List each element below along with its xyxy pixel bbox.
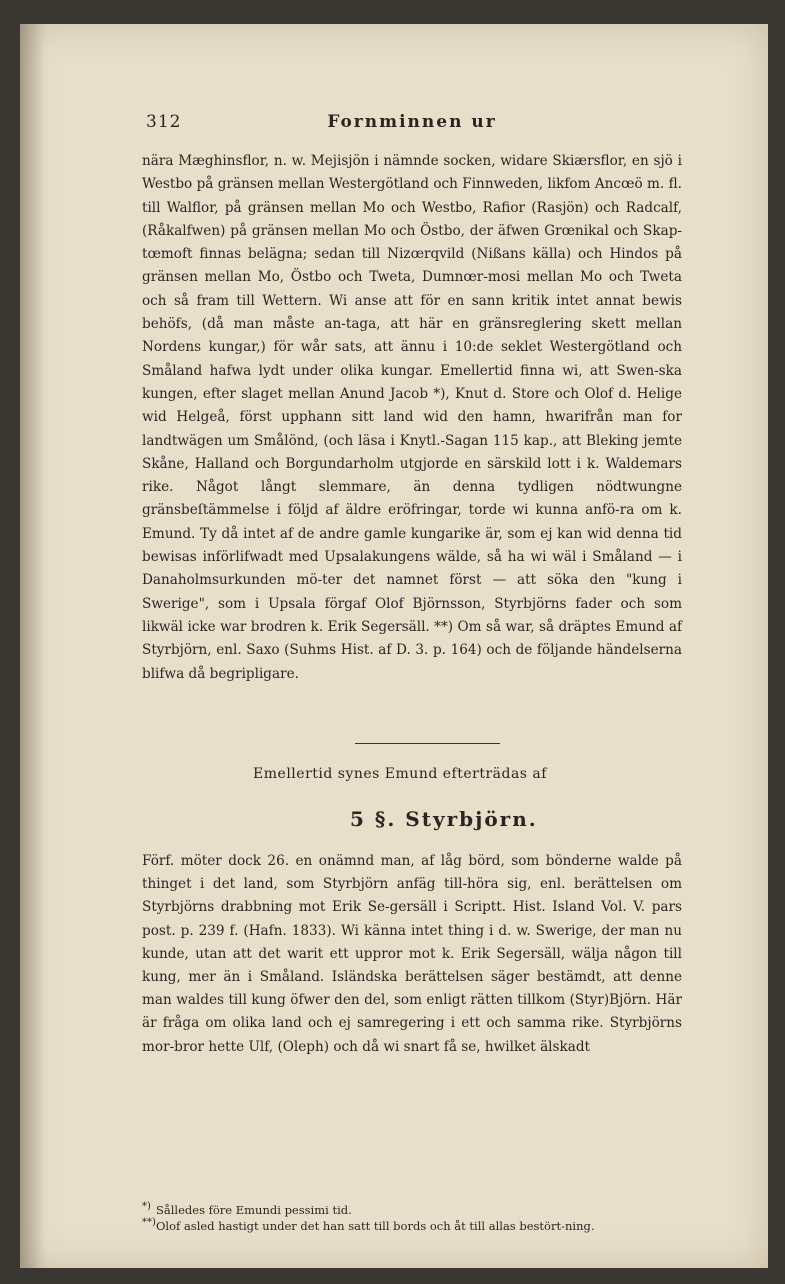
footnote-mark: **) — [142, 1217, 156, 1228]
footnote-text: Olof asled hastigt under det han satt till bords och åt till allas bestört-ning. — [156, 1219, 595, 1233]
body-paragraph-2: Förf. möter dock 26. en onämnd man, af låg börd, som bönderne walde på thinget i det land, som Styrbjörn anfäg till-höra sig, enl. berättelsen om Styrbjörns drabbning mot Erik Se-gersäll i Scriptt. Hist. Island Vol. V. pars post. p. 239 f. (Hafn. 1833). Wi känna intet thing i d. w. Swerige, der man nu kunde, utan att det warit ett uppror mot k. Erik Segersäll, wälja någon till kung, mer än i Småland. Isländska berättelsen säger bestämdt, att denne man waldes till kung öfwer den del, som enligt rätten tillkom (Styr)Björn. Här är fråga om olika land och ej samregering i ett och samma rike. Styrbjörns mor-bror hette Ulf, (Oleph) och då wi snart få se, hwilket älskadt — [142, 853, 682, 1055]
page-number: 312 — [146, 112, 182, 132]
footnote-2 — [142, 1218, 682, 1234]
section-heading: 5 §. Styrbjörn. — [350, 807, 538, 831]
book-page — [20, 24, 768, 1268]
footnote-1 — [142, 1202, 682, 1218]
footnotes — [142, 1202, 682, 1234]
footnote-text: Sålledes före Emundi pessimi tid. — [156, 1203, 352, 1217]
footnote-mark: *) — [142, 1201, 151, 1212]
section-intro-line: Emellertid synes Emund efterträdas af — [253, 766, 547, 782]
running-title: Fornminnen ur — [327, 112, 497, 132]
running-head — [142, 112, 682, 138]
body-paragraph-1: nära Mæghinsflor, n. w. Mejisjön i nämnde socken, widare Skiærsflor, en sjö i Westbo på gränsen mellan Westergötland och Finnweden, likfom Ancœö m. fl. till Walflor, på gränsen mellan Mo och Westbo, Rafior (Rasjön) och Radcalf, (Råkalfwen) på gränsen mellan Mo och Östbo, der äfwen Grœnikal och Skap-tœmoft finnas belägna; sedan till Nizœrqvild (Nißans källa) och Hindos på gränsen mellan Mo, Östbo och Tweta, Dumnœr-mosi mellan Mo och Tweta och så fram till Wettern. Wi anse att för en sann kritik intet annat bewis behöfs, (då man måste an-taga, att här en gränsreglering skett mellan Nordens kungar,) för wår sats, att ännu i 10:de seklet Westergötland och Småland hafwa lydt under olika kungar. Emellertid finna wi, att Swen-ska kungen, efter slaget mellan Anund Jacob *), Knut d. Store och Olof d. Helige wid Helgeå, först upphann sitt land wid den hamn, hwarifrån man for landtwägen um Smålönd, (och läsa i Knytl.-Sagan 115 kap., att Bleking jemte Skåne, Halland och Borgundarholm utgjorde en särskild lott i k. Waldemars rike. Något långt slemmare, än denna tydligen nödtwungne gränsbeſtämmelse i följd af äldre eröfringar, torde wi kunna anfö-ra om k. Emund. Ty då intet af de andre gamle kungarike är, som ej kan wid denna tid bewisas införlifwadt med Upsalakungens wälde, så ha wi wäl i Småland — i Danaholmsurkunden mö-ter det namnet först — att söka den "kung i Swerige", som i Upsala förgaf Olof Björnsson, Styrbjörns fader och som likwäl icke war brodren k. Erik Segersäll. **) Om så war, så dräptes Emund af Styrbjörn, enl. Saxo (Suhms Hist. af D. 3. p. 164) och de följande händelserna blifwa då begripligare. — [142, 153, 682, 682]
divider-rule — [355, 743, 500, 744]
